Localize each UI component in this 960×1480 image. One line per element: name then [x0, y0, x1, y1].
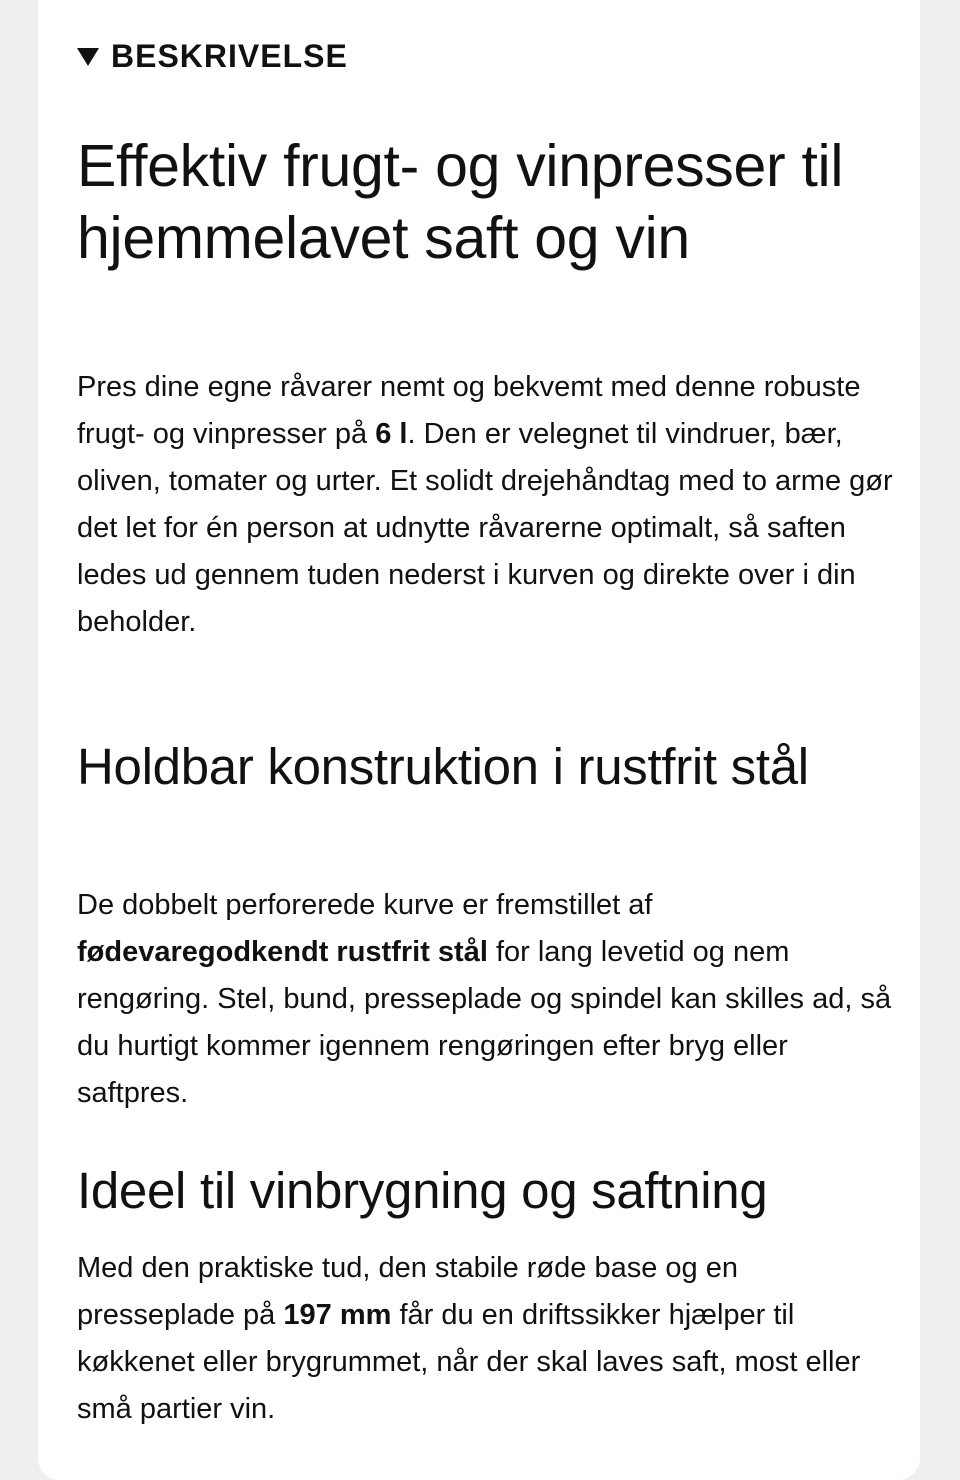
- paragraph-intro-text-a: Pres dine egne råvarer nemt og bekvemt med denne robuste frugt- og vinpresser på: [77, 371, 861, 450]
- paragraph-usage: [77, 1245, 897, 1433]
- paragraph-usage-text-a: Med den praktiske tud, den stabile røde base og en presseplade på: [77, 1252, 738, 1331]
- capacity-value: 6 l: [375, 418, 408, 450]
- paragraph-construction-text-a: De dobbelt perforerede kurve er fremstillet af: [77, 889, 653, 921]
- heading-usage: Ideel til vinbrygning og saftning: [77, 1162, 768, 1219]
- paragraph-construction: [77, 882, 897, 1117]
- product-title: Effektiv frugt- og vinpresser til hjemmelavet saft og vin: [77, 133, 844, 271]
- paragraph-intro: [77, 364, 897, 646]
- description-section-toggle[interactable]: [77, 36, 348, 76]
- caret-down-icon: [77, 48, 99, 66]
- heading-construction: Holdbar konstruktion i rustfrit stål: [77, 738, 809, 795]
- material-highlight: fødevaregodkendt rustfrit stål: [77, 936, 488, 968]
- plate-size-value: 197 mm: [283, 1299, 392, 1331]
- section-label: BESKRIVELSE: [111, 37, 348, 74]
- paragraph-usage-text-c: får du en driftssikker hjælper til køkkenet eller brygrummet, når der skal laves saft, most eller små partier vin.: [77, 1299, 861, 1425]
- paragraph-construction-text-c: for lang levetid og nem rengøring. Stel, bund, presseplade og spindel kan skilles ad, så du hurtigt kommer igennem rengøringen efter bryg eller saftpres.: [77, 936, 892, 1109]
- paragraph-intro-text-c: . Den er velegnet til vindruer, bær, oliven, tomater og urter. Et solidt drejehåndtag med to arme gør det let for én person at udnytte råvarerne optimalt, så saften ledes ud gennem tuden nederst i kurven og direkte over i din beholder.: [77, 418, 893, 638]
